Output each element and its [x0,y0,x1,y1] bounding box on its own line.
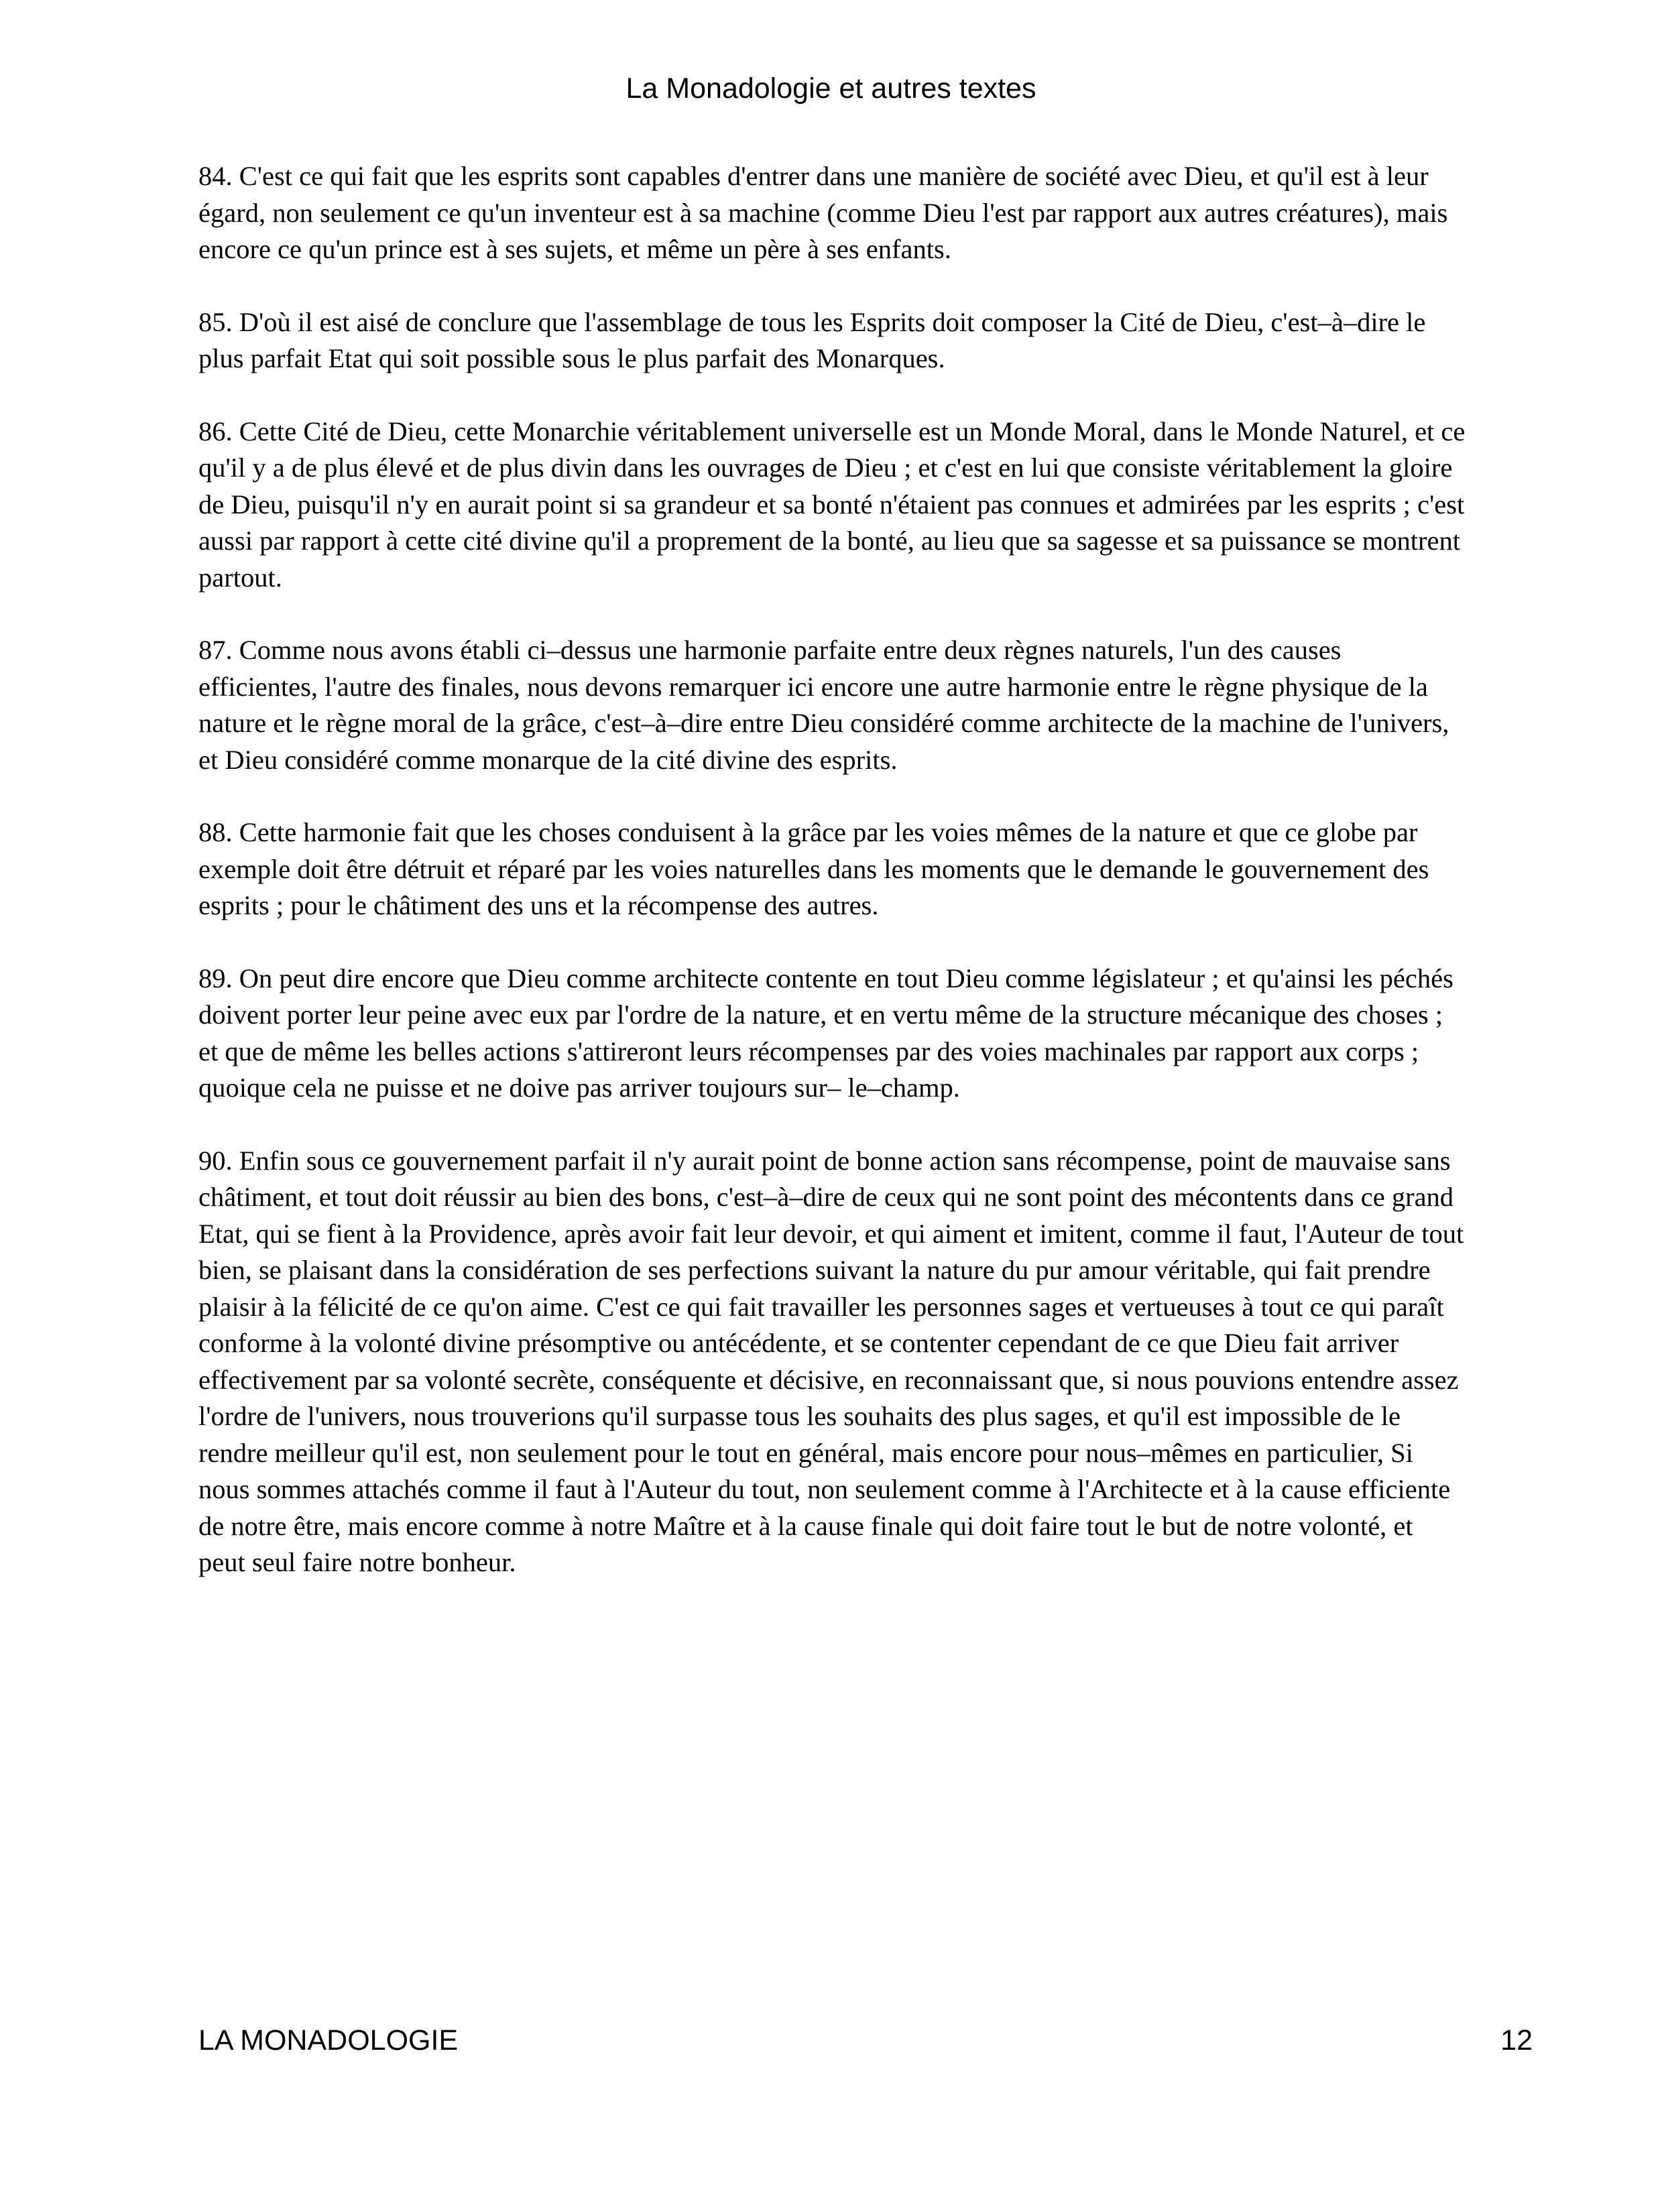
running-header-title: La Monadologie et autres textes [626,72,1036,105]
paragraph-90: 90. Enfin sous ce gouvernement parfait il n'y aurait point de bonne action sans récompense, point de mauvaise sans châtiment, et tout doit réussir au bien des bons, c'est–à–dire de ceux qui ne sont point des mécontents dans ce grand Etat, qui se fient à la Providence, après avoir fait leur devoir, et qui aiment et imitent, comme il faut, l'Auteur de tout bien, se plaisant dans la considération de ses perfections suivant la nature du pur amour véritable, qui fait prendre plaisir à la félicité de ce qu'on aime. C'est ce qui fait travailler les personnes sages et vertueuses à tout ce qui paraît conforme à la volonté divine présomptive ou antécédente, et se contenter cependant de ce que Dieu fait arriver effectivement par sa volonté secrète, conséquente et décisive, en reconnaissant que, si nous pouvions entendre assez l'ordre de l'univers, nous trouverions qu'il surpasse tous les souhaits des plus sages, et qu'il est impossible de le rendre meilleur qu'il est, non seulement pour le tout en général, mais encore pour nous–mêmes en particulier, Si nous sommes attachés comme il faut à l'Auteur du tout, non seulement comme à l'Architecte et à la cause efficiente de notre être, mais encore comme à notre Maître et à la cause finale qui doit faire tout le but de notre volonté, et peut seul faire notre bonheur. [198,1145,1464,1577]
paragraph-85: 85. D'où il est aisé de conclure que l'assemblage de tous les Esprits doit composer la Cité de Dieu, c'est–à–dire le plus parfait Etat qui soit possible sous le plus parfait des Monarques. [198,306,1426,373]
document-body [198,158,1466,1617]
paragraph-84: 84. C'est ce qui fait que les esprits sont capables d'entrer dans une manière de société avec Dieu, et qu'il est à leur égard, non seulement ce qu'un inventeur est à sa machine (comme Dieu l'est par rapport aux autres créatures), mais encore ce qu'un prince est à ses sujets, et même un père à ses enfants. [198,161,1448,264]
paragraph-86: 86. Cette Cité de Dieu, cette Monarchie véritablement universelle est un Monde Moral, dans le Monde Naturel, et ce qu'il y a de plus élevé et de plus divin dans les ouvrages de Dieu ; et c'est en lui que consiste véritablement la gloire de Dieu, puisqu'il n'y en aurait point si sa grandeur et sa bonté n'étaient pas connues et admirées par les esprits ; c'est aussi par rapport à cette cité divine qu'il a proprement de la bonté, au lieu que sa sagesse et sa puissance se montrent partout. [198,416,1466,593]
footer-section-title: LA MONADOLOGIE [198,2024,459,2056]
paragraph-88: 88. Cette harmonie fait que les choses conduisent à la grâce par les voies mêmes de la nature et que ce globe par exemple doit être détruit et réparé par les voies naturelles dans les moments que le demande le gouvernement des esprits ; pour le châtiment des uns et la récompense des autres. [198,817,1429,920]
paragraph-87: 87. Comme nous avons établi ci–dessus une harmonie parfaite entre deux règnes naturels, l'un des causes efficientes, l'autre des finales, nous devons remarquer ici encore une autre harmonie entre le règne physique de la nature et le règne moral de la grâce, c'est–à–dire entre Dieu considéré comme architecte de la machine de l'univers, et Dieu considéré comme monarque de la cité divine des esprits. [198,635,1449,775]
paragraph-89: 89. On peut dire encore que Dieu comme architecte contente en tout Dieu comme législateur ; et qu'ainsi les péchés doivent porter leur peine avec eux par l'ordre de la nature, et en vertu même de la structure mécanique des choses ; et que de même les belles actions s'attireront leurs récompenses par des voies machinales par rapport aux corps ; quoique cela ne puisse et ne doive pas arriver toujours sur– le–champ. [198,963,1453,1103]
footer-page-number: 12 [1500,2024,1533,2056]
